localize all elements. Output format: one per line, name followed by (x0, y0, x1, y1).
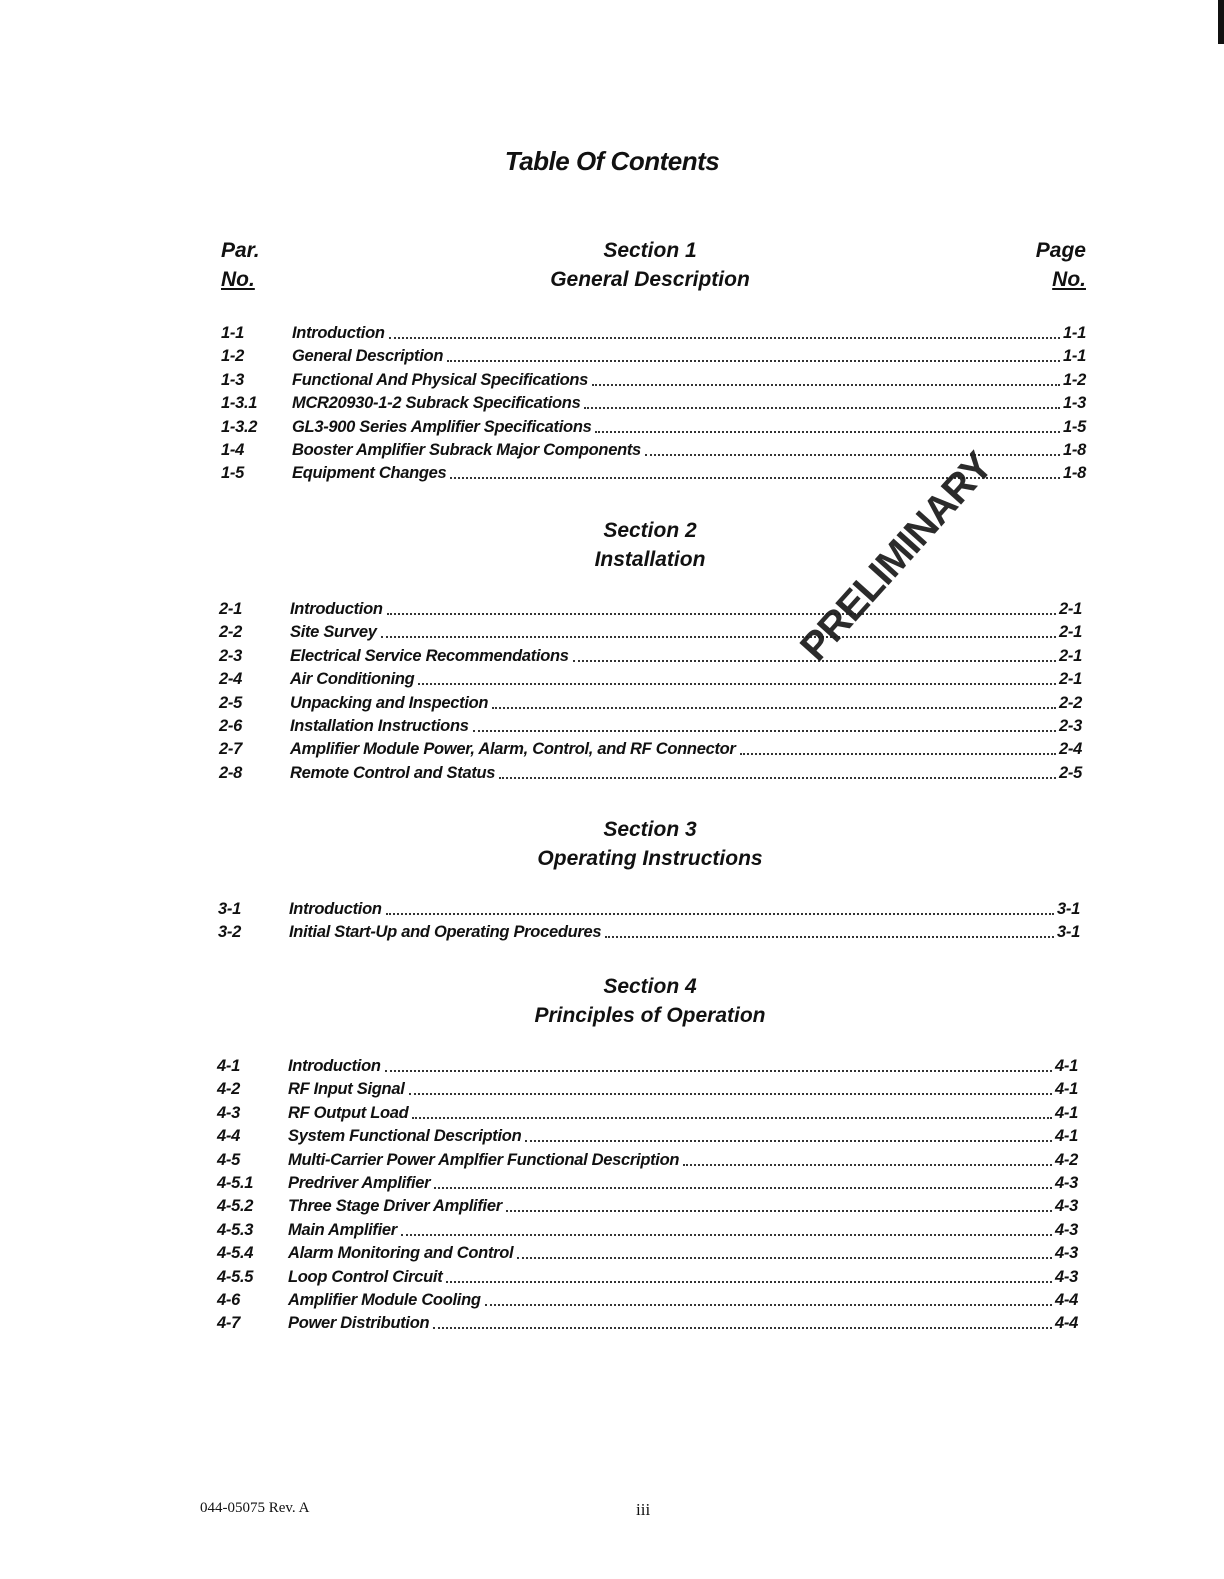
entry-title: Introduction (292, 324, 385, 342)
toc-entry (0, 1219, 1224, 1242)
toc-entry-line (290, 762, 1082, 785)
entry-page-number: 1-3 (1063, 394, 1086, 413)
dot-leader (740, 753, 1057, 755)
section-subheading: Operating Instructions (537, 847, 763, 870)
toc-entry (0, 392, 1224, 415)
paragraph-number: 2-2 (219, 623, 242, 642)
entry-title: Equipment Changes (292, 464, 447, 483)
entry-page-number: 4-4 (1055, 1314, 1078, 1333)
section-4-header (0, 972, 1224, 1030)
entry-page-number: 2-1 (1059, 670, 1082, 689)
toc-entry-line (288, 1125, 1078, 1148)
page-title: Table Of Contents (504, 146, 720, 176)
entry-page-number: 1-1 (1063, 324, 1086, 342)
entry-title: Amplifier Module Cooling (288, 1290, 481, 1309)
toc-entry (0, 1172, 1224, 1195)
entry-page-number: 4-3 (1055, 1267, 1078, 1286)
entry-title: Three Stage Driver Amplifier (288, 1197, 502, 1216)
section-3-entries (0, 898, 1224, 945)
entry-title: Multi-Carrier Power Amplfier Functional Description (288, 1150, 680, 1169)
section-subheading: Installation (594, 548, 706, 571)
paragraph-number: 3-2 (218, 923, 241, 942)
toc-entry (0, 345, 1224, 368)
entry-page-number: 4-3 (1055, 1244, 1078, 1263)
paragraph-number: 4-6 (217, 1290, 240, 1309)
toc-entry (0, 1149, 1224, 1172)
toc-entry (0, 322, 1224, 345)
section-2-header (0, 516, 1224, 574)
entry-title: Initial Start-Up and Operating Procedures (289, 923, 602, 942)
toc-entry-line (290, 598, 1082, 621)
dot-leader (683, 1164, 1052, 1166)
dot-leader (492, 707, 1056, 709)
section-2-entries (0, 598, 1224, 785)
section-heading: Section 2 (603, 519, 697, 542)
entry-page-number: 2-1 (1059, 623, 1082, 642)
toc-entry-line (290, 621, 1082, 644)
paragraph-number: 1-2 (221, 347, 244, 366)
entry-title: Remote Control and Status (290, 763, 496, 782)
page-no-label: No. (1052, 268, 1086, 291)
paragraph-number: 2-6 (219, 716, 242, 735)
document-number: 044-05075 Rev. A (200, 1500, 310, 1516)
entry-title: Main Amplifier (288, 1220, 397, 1239)
entry-title: Introduction (290, 600, 383, 618)
toc-entry-line (288, 1312, 1078, 1335)
section-heading: Section 4 (603, 975, 697, 998)
toc-entry-line (290, 668, 1082, 691)
toc-entry (0, 1289, 1224, 1312)
toc-entry (0, 692, 1224, 715)
toc-entry (0, 921, 1224, 944)
entry-page-number: 1-2 (1063, 370, 1086, 389)
entry-title: Air Conditioning (290, 670, 415, 689)
toc-entry (0, 1195, 1224, 1218)
paragraph-number: 2-5 (219, 693, 242, 712)
paragraph-number: 1-3.2 (221, 417, 258, 436)
dot-leader (412, 1117, 1052, 1119)
toc-entry (0, 715, 1224, 738)
entry-page-number: 1-1 (1063, 347, 1086, 366)
section-1-header (0, 236, 1224, 294)
paragraph-number: 1-4 (221, 440, 244, 459)
toc-entry-line (290, 715, 1082, 738)
toc-entry-line (289, 921, 1080, 944)
toc-entry (0, 738, 1224, 761)
toc-entry-line (288, 1149, 1078, 1172)
dot-leader (645, 454, 1060, 456)
paragraph-number: 4-1 (217, 1057, 240, 1075)
dot-leader (485, 1304, 1052, 1306)
entry-title: Installation Instructions (290, 716, 469, 735)
toc-entry (0, 1242, 1224, 1265)
entry-title: Introduction (288, 1057, 381, 1075)
paragraph-number: 4-5.1 (217, 1173, 254, 1192)
toc-entry (0, 416, 1224, 439)
entry-title: Unpacking and Inspection (290, 693, 489, 712)
dot-leader (387, 613, 1056, 615)
section-1-entries (0, 322, 1224, 486)
entry-title: Booster Amplifier Subrack Major Components (292, 440, 641, 459)
entry-title: General Description (292, 347, 444, 366)
paragraph-number: 1-3.1 (221, 394, 258, 413)
entry-page-number: 2-3 (1059, 716, 1082, 735)
entry-title: MCR20930-1-2 Subrack Specifications (292, 394, 581, 413)
entry-page-number: 4-3 (1055, 1173, 1078, 1192)
paragraph-number: 3-1 (218, 900, 241, 918)
entry-page-number: 1-8 (1063, 440, 1086, 459)
entry-page-number: 4-3 (1055, 1220, 1078, 1239)
section-4-entries (0, 1055, 1224, 1336)
toc-entry (0, 1312, 1224, 1335)
toc-entry-line (288, 1242, 1078, 1265)
entry-page-number: 4-3 (1055, 1197, 1078, 1216)
entry-page-number: 4-1 (1055, 1127, 1078, 1146)
toc-entry (0, 439, 1224, 462)
toc-entry (0, 369, 1224, 392)
toc-entry-line (288, 1055, 1078, 1078)
page-edge-mark (1218, 0, 1224, 44)
paragraph-number: 4-3 (217, 1103, 240, 1122)
dot-leader (418, 683, 1056, 685)
toc-entry-line (292, 392, 1086, 415)
entry-title: Amplifier Module Power, Alarm, Control, and RF Connector (290, 740, 736, 759)
toc-entry-line (288, 1289, 1078, 1312)
entry-page-number: 3-1 (1057, 900, 1080, 918)
dot-leader (389, 337, 1060, 339)
toc-entry (0, 1125, 1224, 1148)
entry-page-number: 4-1 (1055, 1080, 1078, 1099)
preliminary-watermark: PRELIMINARY (792, 444, 1001, 670)
page-number: iii (636, 1500, 651, 1519)
dot-leader (525, 1140, 1052, 1142)
entry-page-number: 2-4 (1059, 740, 1082, 759)
toc-entry-line (288, 1266, 1078, 1289)
entry-page-number: 4-4 (1055, 1290, 1078, 1309)
entry-title: Power Distribution (288, 1314, 430, 1333)
paragraph-number: 1-1 (221, 324, 244, 342)
paragraph-number: 4-5.3 (217, 1220, 254, 1239)
paragraph-number: 2-8 (219, 763, 242, 782)
dot-leader (446, 1281, 1052, 1283)
toc-entry-line (292, 416, 1086, 439)
toc-entry-line (290, 692, 1082, 715)
toc-entry-line (288, 1172, 1078, 1195)
entry-title: Loop Control Circuit (288, 1267, 443, 1286)
section-subheading: General Description (550, 268, 750, 291)
dot-leader (434, 1187, 1052, 1189)
entry-title: System Functional Description (288, 1127, 522, 1146)
paragraph-number: 4-5.5 (217, 1267, 254, 1286)
dot-leader (584, 407, 1060, 409)
paragraph-number: 4-4 (217, 1127, 240, 1146)
toc-entry-line (290, 738, 1082, 761)
par-no-label: No. (221, 268, 255, 291)
paragraph-number: 2-7 (219, 740, 242, 759)
paragraph-number: 4-5 (217, 1150, 240, 1169)
paragraph-number: 4-2 (217, 1080, 240, 1099)
dot-leader (386, 913, 1054, 915)
dot-leader (605, 936, 1054, 938)
toc-entry (0, 462, 1224, 485)
toc-entry-line (290, 645, 1082, 668)
entry-page-number: 4-1 (1055, 1057, 1078, 1075)
paragraph-number: 4-5.4 (217, 1244, 254, 1263)
dot-leader (506, 1210, 1052, 1212)
entry-page-number: 2-5 (1059, 763, 1082, 782)
paragraph-number: 1-5 (221, 464, 244, 483)
dot-leader (401, 1234, 1052, 1236)
toc-entry (0, 621, 1224, 644)
dot-leader (433, 1327, 1052, 1329)
dot-leader (595, 431, 1060, 433)
entry-title: Electrical Service Recommendations (290, 646, 569, 665)
dot-leader (447, 360, 1060, 362)
toc-entry (0, 898, 1224, 921)
section-heading: Section 3 (603, 818, 697, 841)
toc-entry (0, 1102, 1224, 1125)
section-subheading: Principles of Operation (534, 1004, 766, 1027)
toc-entry (0, 1078, 1224, 1101)
section-3-header (0, 815, 1224, 873)
toc-entry-line (288, 1078, 1078, 1101)
paragraph-number: 2-1 (219, 600, 242, 618)
toc-entry (0, 1055, 1224, 1078)
dot-leader (473, 730, 1056, 732)
entry-page-number: 3-1 (1057, 923, 1080, 942)
entry-title: RF Output Load (288, 1103, 409, 1122)
toc-entry-line (292, 369, 1086, 392)
toc-entry-line (288, 1219, 1078, 1242)
toc-entry-line (292, 322, 1086, 345)
toc-entry (0, 598, 1224, 621)
dot-leader (385, 1070, 1052, 1072)
paragraph-number: 4-7 (217, 1314, 240, 1333)
entry-title: GL3-900 Series Amplifier Specifications (292, 417, 592, 436)
paragraph-number: 4-5.2 (217, 1197, 254, 1216)
entry-title: Introduction (289, 900, 382, 918)
entry-page-number: 4-2 (1055, 1150, 1078, 1169)
entry-title: Functional And Physical Specifications (292, 370, 589, 389)
entry-title: Site Survey (290, 623, 377, 642)
dot-leader (381, 636, 1056, 638)
entry-page-number: 2-1 (1059, 600, 1082, 618)
par-label: Par. (221, 239, 260, 262)
page-label: Page (1035, 239, 1086, 262)
toc-entry-line (289, 898, 1080, 921)
entry-page-number: 1-5 (1063, 417, 1086, 436)
toc-entry (0, 645, 1224, 668)
paragraph-number: 1-3 (221, 370, 244, 389)
toc-entry (0, 1266, 1224, 1289)
section-heading: Section 1 (603, 239, 697, 262)
paragraph-number: 2-3 (219, 646, 242, 665)
entry-page-number: 4-1 (1055, 1103, 1078, 1122)
entry-title: Alarm Monitoring and Control (288, 1244, 514, 1263)
entry-page-number: 2-2 (1059, 693, 1082, 712)
entry-title: Predriver Amplifier (288, 1173, 431, 1192)
toc-entry-line (288, 1102, 1078, 1125)
toc-entry (0, 762, 1224, 785)
paragraph-number: 2-4 (219, 670, 242, 689)
toc-entry-line (288, 1195, 1078, 1218)
toc-entry-line (292, 345, 1086, 368)
toc-entry (0, 668, 1224, 691)
dot-leader (517, 1257, 1052, 1259)
entry-title: RF Input Signal (288, 1080, 405, 1099)
entry-page-number: 2-1 (1059, 646, 1082, 665)
dot-leader (592, 384, 1060, 386)
entry-page-number: 1-8 (1063, 464, 1086, 483)
dot-leader (499, 777, 1056, 779)
dot-leader (409, 1093, 1053, 1095)
